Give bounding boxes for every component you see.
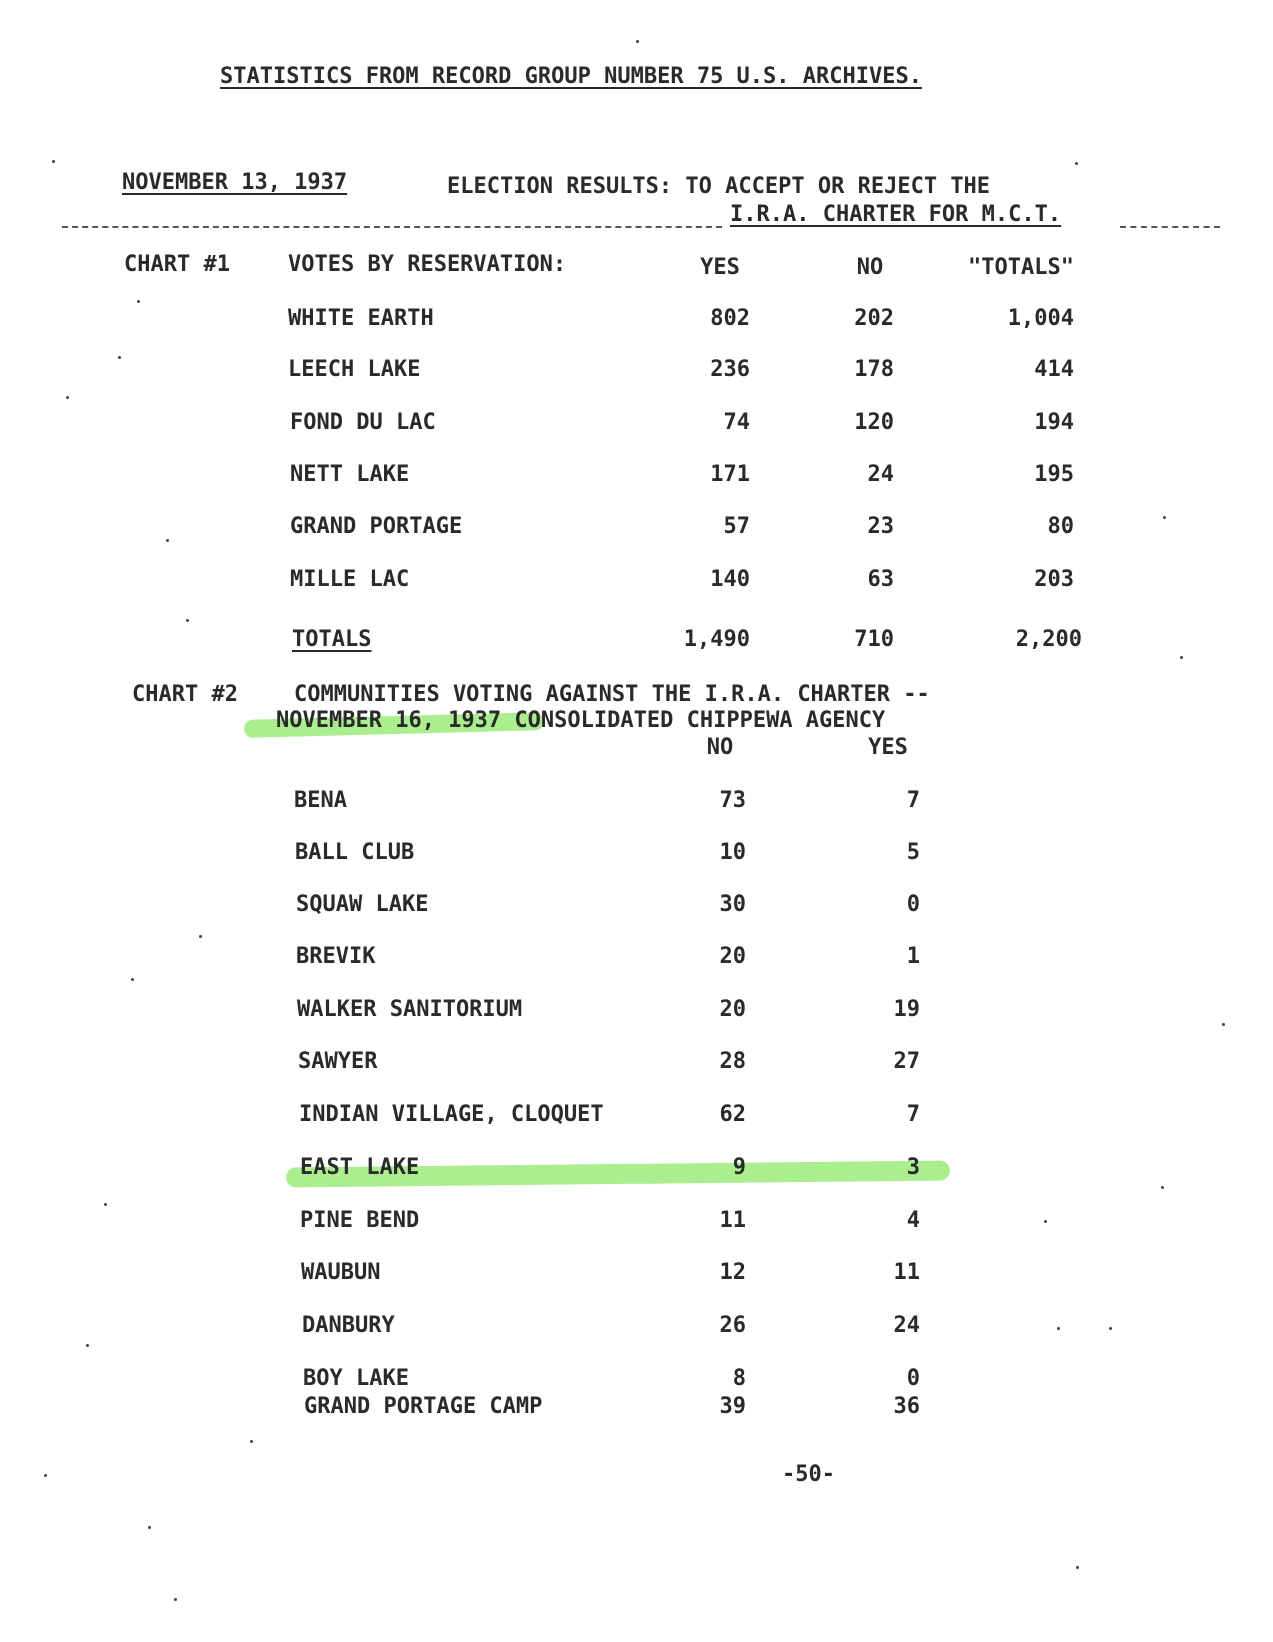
chart2-row-name: DANBURY bbox=[302, 1313, 395, 1338]
chart2-heading-line2: NOVEMBER 16, 1937 CONSOLIDATED CHIPPEWA AGENCY bbox=[276, 708, 886, 733]
chart1-label: CHART #1 bbox=[124, 252, 230, 277]
chart1-row-yes: 236 bbox=[710, 357, 750, 382]
chart1-row-name: MILLE LAC bbox=[290, 567, 410, 592]
chart2-row-yes: 0 bbox=[906, 1366, 920, 1391]
chart2-row-yes: 0 bbox=[906, 892, 920, 917]
chart1-row-yes: 57 bbox=[723, 514, 750, 539]
scan-speck bbox=[250, 1440, 253, 1443]
scan-speck bbox=[148, 1526, 151, 1529]
election-date: NOVEMBER 13, 1937 bbox=[122, 170, 348, 195]
chart2-row-name: EAST LAKE bbox=[300, 1155, 420, 1180]
chart1-row-yes: 802 bbox=[710, 306, 750, 331]
scan-speck bbox=[1180, 656, 1183, 659]
election-title-line1: ELECTION RESULTS: TO ACCEPT OR REJECT THE bbox=[447, 174, 991, 199]
chart1-row-total: 1,004 bbox=[1007, 306, 1074, 331]
chart1-row-no: 120 bbox=[854, 410, 894, 435]
chart2-label: CHART #2 bbox=[132, 682, 238, 707]
chart1-totals-label: TOTALS bbox=[292, 627, 372, 652]
chart1-col-totals: "TOTALS" bbox=[968, 255, 1074, 280]
scan-speck bbox=[66, 396, 69, 399]
chart2-row-yes: 7 bbox=[906, 1102, 920, 1127]
chart1-row-total: 194 bbox=[1034, 410, 1074, 435]
chart2-row-name: BREVIK bbox=[296, 944, 376, 969]
chart2-row-yes: 19 bbox=[893, 997, 920, 1022]
chart1-row-total: 414 bbox=[1034, 357, 1074, 382]
chart2-row-yes: 3 bbox=[906, 1155, 920, 1180]
chart2-row-no: 12 bbox=[719, 1260, 746, 1285]
chart2-row-name: PINE BEND bbox=[300, 1208, 420, 1233]
chart2-row-yes: 27 bbox=[893, 1049, 920, 1074]
chart1-heading: VOTES BY RESERVATION: bbox=[288, 252, 567, 277]
chart1-col-yes: YES bbox=[700, 255, 740, 280]
chart2-row-name: BOY LAKE bbox=[303, 1366, 409, 1391]
scan-speck bbox=[86, 1344, 89, 1347]
chart1-totals-yes: 1,490 bbox=[683, 627, 750, 652]
chart2-row-name: BENA bbox=[294, 788, 347, 813]
chart1-row-no: 23 bbox=[867, 514, 894, 539]
chart2-row-no: 28 bbox=[719, 1049, 746, 1074]
chart1-col-no: NO bbox=[856, 255, 884, 280]
chart2-row-no: 10 bbox=[719, 840, 746, 865]
chart2-row-name: WALKER SANITORIUM bbox=[297, 997, 523, 1022]
scan-speck bbox=[1161, 1186, 1164, 1189]
chart1-row-name: WHITE EARTH bbox=[288, 306, 434, 331]
chart2-row-name: SAWYER bbox=[298, 1049, 378, 1074]
chart2-row-name: GRAND PORTAGE CAMP bbox=[304, 1394, 543, 1419]
chart2-row-name: BALL CLUB bbox=[295, 840, 415, 865]
chart1-row-no: 178 bbox=[854, 357, 894, 382]
chart2-row-name: WAUBUN bbox=[301, 1260, 381, 1285]
chart2-row-yes: 7 bbox=[906, 788, 920, 813]
scan-speck bbox=[186, 619, 189, 622]
chart2-row-yes: 36 bbox=[893, 1394, 920, 1419]
chart2-col-yes: YES bbox=[868, 735, 908, 760]
scan-speck bbox=[131, 978, 134, 981]
chart1-row-total: 195 bbox=[1034, 462, 1074, 487]
scan-speck bbox=[174, 1598, 177, 1601]
chart2-row-no: 11 bbox=[719, 1208, 746, 1233]
chart1-row-total: 203 bbox=[1034, 567, 1074, 592]
page-title: STATISTICS FROM RECORD GROUP NUMBER 75 U.S. ARCHIVES. bbox=[220, 64, 922, 89]
chart2-row-no: 39 bbox=[719, 1394, 746, 1419]
page-number: -50- bbox=[782, 1462, 835, 1487]
chart1-totals-no: 710 bbox=[854, 627, 894, 652]
chart2-heading-line1: COMMUNITIES VOTING AGAINST THE I.R.A. CHARTER -- bbox=[294, 682, 930, 707]
chart1-row-no: 24 bbox=[867, 462, 894, 487]
chart1-row-total: 80 bbox=[1047, 514, 1074, 539]
scan-speck bbox=[1057, 1327, 1060, 1330]
chart2-row-no: 8 bbox=[732, 1366, 746, 1391]
chart2-row-no: 20 bbox=[719, 997, 746, 1022]
chart2-row-no: 73 bbox=[719, 788, 746, 813]
chart1-row-name: LEECH LAKE bbox=[288, 357, 421, 382]
chart2-row-name: SQUAW LAKE bbox=[296, 892, 429, 917]
scan-speck bbox=[1076, 1566, 1079, 1569]
chart2-row-no: 62 bbox=[719, 1102, 746, 1127]
chart2-row-no: 20 bbox=[719, 944, 746, 969]
scan-speck bbox=[118, 356, 121, 359]
scan-speck bbox=[1075, 162, 1078, 165]
scan-speck bbox=[44, 1474, 47, 1477]
scan-speck bbox=[199, 935, 202, 938]
chart2-row-yes: 11 bbox=[893, 1260, 920, 1285]
chart1-row-name: GRAND PORTAGE bbox=[290, 514, 463, 539]
dashed-rule-left bbox=[62, 226, 722, 228]
scan-speck bbox=[52, 160, 55, 163]
scan-speck bbox=[1109, 1327, 1112, 1330]
scan-speck bbox=[166, 539, 169, 542]
chart2-col-no: NO bbox=[706, 735, 734, 760]
chart2-row-yes: 4 bbox=[906, 1208, 920, 1233]
scan-speck bbox=[1222, 1023, 1225, 1026]
scan-speck bbox=[1163, 516, 1166, 519]
scan-speck bbox=[1044, 1220, 1047, 1223]
chart2-row-yes: 5 bbox=[906, 840, 920, 865]
chart1-row-yes: 140 bbox=[710, 567, 750, 592]
chart1-row-yes: 171 bbox=[710, 462, 750, 487]
dashed-rule-right bbox=[1120, 226, 1220, 228]
chart1-totals-total: 2,200 bbox=[1015, 627, 1082, 652]
scan-speck bbox=[636, 40, 639, 43]
chart1-row-yes: 74 bbox=[723, 410, 750, 435]
chart2-row-yes: 1 bbox=[906, 944, 920, 969]
chart2-row-no: 26 bbox=[719, 1313, 746, 1338]
chart2-row-name: INDIAN VILLAGE, CLOQUET bbox=[299, 1102, 604, 1127]
chart2-row-no: 9 bbox=[732, 1155, 746, 1180]
chart2-row-yes: 24 bbox=[893, 1313, 920, 1338]
chart1-row-no: 202 bbox=[854, 306, 894, 331]
chart2-row-no: 30 bbox=[719, 892, 746, 917]
scan-speck bbox=[137, 300, 140, 303]
election-title-line2: I.R.A. CHARTER FOR M.C.T. bbox=[730, 202, 1062, 227]
scan-speck bbox=[104, 1203, 107, 1206]
chart1-row-no: 63 bbox=[867, 567, 894, 592]
chart1-row-name: FOND DU LAC bbox=[290, 410, 436, 435]
chart1-row-name: NETT LAKE bbox=[290, 462, 410, 487]
